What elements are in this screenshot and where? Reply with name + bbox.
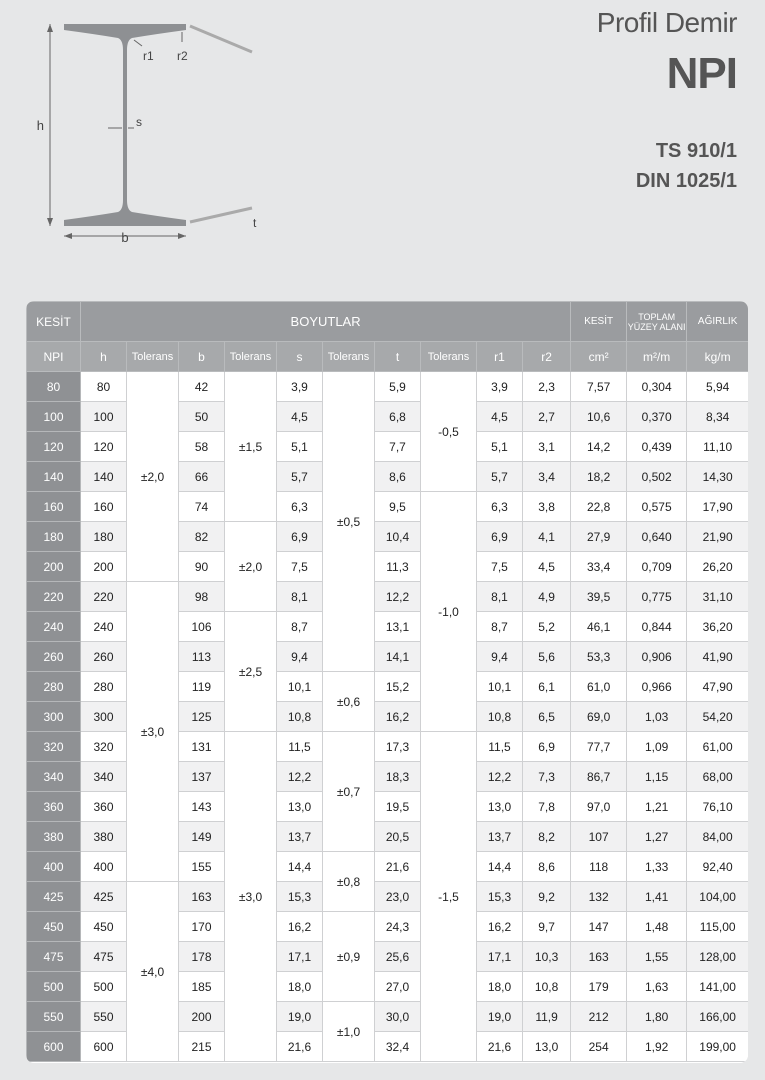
tolerance-s: ±0,6 (323, 672, 375, 732)
profile-name: NPI (666, 49, 737, 98)
cell-r1: 6,9 (477, 522, 523, 552)
cell-kgm: 141,00 (687, 972, 748, 1002)
cell-t: 14,1 (375, 642, 421, 672)
i-beam-shape (64, 24, 186, 226)
cell-m2m: 0,304 (627, 372, 687, 402)
tolerance-b: ±2,0 (225, 522, 277, 612)
cell-cm2: 61,0 (571, 672, 627, 702)
cell-r1: 16,2 (477, 912, 523, 942)
cell-kgm: 166,00 (687, 1002, 748, 1032)
cell-h: 450 (81, 912, 127, 942)
cell-s: 11,5 (277, 732, 323, 762)
tolerance-t: -1,0 (421, 492, 477, 732)
cell-m2m: 0,844 (627, 612, 687, 642)
cell-kesit: 80 (27, 372, 81, 402)
cell-s: 15,3 (277, 882, 323, 912)
cell-m2m: 1,27 (627, 822, 687, 852)
tolerance-s: ±0,5 (323, 372, 375, 672)
cell-b: 215 (179, 1032, 225, 1062)
cell-kgm: 115,00 (687, 912, 748, 942)
cell-cm2: 97,0 (571, 792, 627, 822)
header-s: s (277, 342, 323, 372)
cell-t: 5,9 (375, 372, 421, 402)
cell-kgm: 17,90 (687, 492, 748, 522)
cell-m2m: 1,63 (627, 972, 687, 1002)
cell-b: 185 (179, 972, 225, 1002)
table-row (27, 582, 749, 612)
tolerance-t: -0,5 (421, 372, 477, 492)
cell-r2: 4,5 (523, 552, 571, 582)
cell-s: 13,7 (277, 822, 323, 852)
cell-kgm: 31,10 (687, 582, 748, 612)
cell-t: 20,5 (375, 822, 421, 852)
cell-s: 13,0 (277, 792, 323, 822)
header-tol-t: Tolerans (421, 342, 477, 372)
cell-r1: 8,1 (477, 582, 523, 612)
standard-1: TS 910/1 (655, 140, 737, 162)
cell-h: 100 (81, 402, 127, 432)
header-tol-h: Tolerans (127, 342, 179, 372)
cell-kgm: 41,90 (687, 642, 748, 672)
cell-cm2: 69,0 (571, 702, 627, 732)
cell-t: 24,3 (375, 912, 421, 942)
cell-r2: 6,5 (523, 702, 571, 732)
cell-r2: 9,7 (523, 912, 571, 942)
header-tol-b: Tolerans (225, 342, 277, 372)
cell-s: 17,1 (277, 942, 323, 972)
cell-b: 119 (179, 672, 225, 702)
cell-kesit: 400 (27, 852, 81, 882)
cell-m2m: 0,775 (627, 582, 687, 612)
cell-r2: 4,9 (523, 582, 571, 612)
cell-b: 125 (179, 702, 225, 732)
cell-r1: 6,3 (477, 492, 523, 522)
header-cm2: cm² (571, 342, 627, 372)
cell-r1: 5,7 (477, 462, 523, 492)
tolerance-s: ±0,9 (323, 912, 375, 1002)
cell-kgm: 26,20 (687, 552, 748, 582)
cell-kesit: 450 (27, 912, 81, 942)
cell-kesit: 500 (27, 972, 81, 1002)
cell-t: 11,3 (375, 552, 421, 582)
cell-r1: 7,5 (477, 552, 523, 582)
cell-b: 170 (179, 912, 225, 942)
cell-r2: 2,3 (523, 372, 571, 402)
cell-kesit: 340 (27, 762, 81, 792)
cell-kesit: 550 (27, 1002, 81, 1032)
cell-m2m: 0,502 (627, 462, 687, 492)
cell-cm2: 18,2 (571, 462, 627, 492)
tolerance-s: ±1,0 (323, 1002, 375, 1062)
tolerance-s: ±0,8 (323, 852, 375, 912)
cell-t: 32,4 (375, 1032, 421, 1062)
cell-r1: 21,6 (477, 1032, 523, 1062)
cell-s: 12,2 (277, 762, 323, 792)
cell-h: 400 (81, 852, 127, 882)
cell-s: 21,6 (277, 1032, 323, 1062)
cell-t: 27,0 (375, 972, 421, 1002)
cell-cm2: 107 (571, 822, 627, 852)
header-row-1 (27, 302, 749, 342)
cell-m2m: 0,906 (627, 642, 687, 672)
cell-r1: 13,7 (477, 822, 523, 852)
cell-t: 18,3 (375, 762, 421, 792)
header-b: b (179, 342, 225, 372)
label-r2: r2 (177, 49, 188, 63)
cell-t: 6,8 (375, 402, 421, 432)
cell-t: 7,7 (375, 432, 421, 462)
cell-kesit: 280 (27, 672, 81, 702)
cell-r2: 10,3 (523, 942, 571, 972)
cell-kgm: 84,00 (687, 822, 748, 852)
cell-h: 340 (81, 762, 127, 792)
cell-t: 13,1 (375, 612, 421, 642)
title-block (597, 6, 737, 196)
cell-m2m: 1,03 (627, 702, 687, 732)
cell-b: 90 (179, 552, 225, 582)
table-row (27, 882, 749, 912)
cell-t: 16,2 (375, 702, 421, 732)
cell-cm2: 254 (571, 1032, 627, 1062)
cell-t: 30,0 (375, 1002, 421, 1032)
tolerance-b: ±2,5 (225, 612, 277, 732)
cell-s: 5,1 (277, 432, 323, 462)
cell-kesit: 380 (27, 822, 81, 852)
cell-r1: 11,5 (477, 732, 523, 762)
tolerance-h: ±3,0 (127, 582, 179, 882)
cell-cm2: 179 (571, 972, 627, 1002)
cell-m2m: 0,370 (627, 402, 687, 432)
tolerance-s: ±0,7 (323, 732, 375, 852)
cell-r1: 18,0 (477, 972, 523, 1002)
cell-r2: 13,0 (523, 1032, 571, 1062)
cell-h: 160 (81, 492, 127, 522)
cell-m2m: 1,09 (627, 732, 687, 762)
cell-cm2: 39,5 (571, 582, 627, 612)
cell-h: 180 (81, 522, 127, 552)
cell-t: 17,3 (375, 732, 421, 762)
cell-kesit: 240 (27, 612, 81, 642)
cell-h: 280 (81, 672, 127, 702)
cell-t: 19,5 (375, 792, 421, 822)
cell-kgm: 104,00 (687, 882, 748, 912)
table-row (27, 372, 749, 402)
cell-kesit: 320 (27, 732, 81, 762)
cell-h: 300 (81, 702, 127, 732)
cell-kgm: 36,20 (687, 612, 748, 642)
cell-b: 74 (179, 492, 225, 522)
i-beam-diagram (30, 10, 280, 250)
cell-r1: 19,0 (477, 1002, 523, 1032)
cell-s: 18,0 (277, 972, 323, 1002)
cell-cm2: 53,3 (571, 642, 627, 672)
cell-m2m: 1,80 (627, 1002, 687, 1032)
dimension-table (26, 301, 748, 1062)
cell-cm2: 7,57 (571, 372, 627, 402)
cell-m2m: 0,709 (627, 552, 687, 582)
header-kgm: kg/m (687, 342, 748, 372)
cell-h: 140 (81, 462, 127, 492)
cell-cm2: 77,7 (571, 732, 627, 762)
cell-m2m: 0,439 (627, 432, 687, 462)
cell-h: 380 (81, 822, 127, 852)
label-r1: r1 (143, 49, 154, 63)
cell-b: 131 (179, 732, 225, 762)
header-kesit-2: KESİT (571, 302, 627, 342)
cell-m2m: 0,640 (627, 522, 687, 552)
cell-kgm: 61,00 (687, 732, 748, 762)
cell-cm2: 22,8 (571, 492, 627, 522)
cell-r2: 6,9 (523, 732, 571, 762)
cell-kesit: 200 (27, 552, 81, 582)
cell-m2m: 0,966 (627, 672, 687, 702)
cell-m2m: 0,575 (627, 492, 687, 522)
cell-b: 113 (179, 642, 225, 672)
cell-r2: 11,9 (523, 1002, 571, 1032)
cell-cm2: 212 (571, 1002, 627, 1032)
cell-s: 9,4 (277, 642, 323, 672)
cell-h: 120 (81, 432, 127, 462)
cell-kesit: 140 (27, 462, 81, 492)
cell-b: 178 (179, 942, 225, 972)
cell-b: 155 (179, 852, 225, 882)
profile-table (26, 301, 748, 1063)
header-h: h (81, 342, 127, 372)
cell-r2: 5,2 (523, 612, 571, 642)
cell-kgm: 47,90 (687, 672, 748, 702)
cell-b: 98 (179, 582, 225, 612)
cell-r2: 5,6 (523, 642, 571, 672)
cell-m2m: 1,15 (627, 762, 687, 792)
cell-cm2: 163 (571, 942, 627, 972)
cell-t: 10,4 (375, 522, 421, 552)
tolerance-b: ±1,5 (225, 372, 277, 522)
cell-s: 10,8 (277, 702, 323, 732)
cell-b: 200 (179, 1002, 225, 1032)
cell-t: 15,2 (375, 672, 421, 702)
cell-kesit: 120 (27, 432, 81, 462)
cell-r1: 13,0 (477, 792, 523, 822)
cell-b: 42 (179, 372, 225, 402)
cell-s: 19,0 (277, 1002, 323, 1032)
cell-cm2: 46,1 (571, 612, 627, 642)
header-r2: r2 (523, 342, 571, 372)
cell-h: 475 (81, 942, 127, 972)
cell-r2: 7,3 (523, 762, 571, 792)
cell-s: 6,3 (277, 492, 323, 522)
cell-r1: 3,9 (477, 372, 523, 402)
cell-r1: 10,8 (477, 702, 523, 732)
cell-kgm: 5,94 (687, 372, 748, 402)
cell-m2m: 1,48 (627, 912, 687, 942)
cell-r2: 3,8 (523, 492, 571, 522)
cell-kgm: 11,10 (687, 432, 748, 462)
cell-r1: 10,1 (477, 672, 523, 702)
cell-t: 21,6 (375, 852, 421, 882)
cell-t: 23,0 (375, 882, 421, 912)
header-t: t (375, 342, 421, 372)
cell-h: 360 (81, 792, 127, 822)
cell-cm2: 132 (571, 882, 627, 912)
cell-kgm: 21,90 (687, 522, 748, 552)
tolerance-t: -1,5 (421, 732, 477, 1062)
header-kesit: KESİT (27, 302, 81, 342)
cell-r1: 15,3 (477, 882, 523, 912)
cell-m2m: 1,21 (627, 792, 687, 822)
cell-kesit: 600 (27, 1032, 81, 1062)
cell-kesit: 160 (27, 492, 81, 522)
cell-r2: 9,2 (523, 882, 571, 912)
cell-t: 25,6 (375, 942, 421, 972)
label-s: s (136, 115, 142, 129)
cell-kesit: 180 (27, 522, 81, 552)
cell-kgm: 128,00 (687, 942, 748, 972)
cell-s: 14,4 (277, 852, 323, 882)
cell-r1: 17,1 (477, 942, 523, 972)
cell-kesit: 220 (27, 582, 81, 612)
header-row-2 (27, 342, 749, 372)
cell-s: 5,7 (277, 462, 323, 492)
cell-s: 10,1 (277, 672, 323, 702)
tolerance-h: ±4,0 (127, 882, 179, 1062)
cell-r2: 3,4 (523, 462, 571, 492)
cell-b: 58 (179, 432, 225, 462)
cell-kesit: 360 (27, 792, 81, 822)
cell-b: 149 (179, 822, 225, 852)
cell-s: 3,9 (277, 372, 323, 402)
header-boyutlar: BOYUTLAR (81, 302, 571, 342)
cell-s: 8,1 (277, 582, 323, 612)
cell-h: 80 (81, 372, 127, 402)
cell-r1: 4,5 (477, 402, 523, 432)
cell-kesit: 475 (27, 942, 81, 972)
header-tol-s: Tolerans (323, 342, 375, 372)
cell-r1: 9,4 (477, 642, 523, 672)
cell-kgm: 54,20 (687, 702, 748, 732)
cell-r2: 3,1 (523, 432, 571, 462)
cell-cm2: 27,9 (571, 522, 627, 552)
cell-r2: 4,1 (523, 522, 571, 552)
cell-s: 16,2 (277, 912, 323, 942)
cell-h: 220 (81, 582, 127, 612)
label-t: t (253, 216, 257, 230)
cell-cm2: 118 (571, 852, 627, 882)
cell-r1: 12,2 (477, 762, 523, 792)
cell-h: 240 (81, 612, 127, 642)
cell-h: 425 (81, 882, 127, 912)
cell-r1: 14,4 (477, 852, 523, 882)
cell-m2m: 1,92 (627, 1032, 687, 1062)
standard-2: DIN 1025/1 (635, 170, 737, 192)
cell-s: 8,7 (277, 612, 323, 642)
cell-t: 8,6 (375, 462, 421, 492)
cell-r2: 2,7 (523, 402, 571, 432)
cell-s: 6,9 (277, 522, 323, 552)
cell-kesit: 300 (27, 702, 81, 732)
cell-m2m: 1,41 (627, 882, 687, 912)
header-npi: NPI (27, 342, 81, 372)
cell-r1: 5,1 (477, 432, 523, 462)
header-r1: r1 (477, 342, 523, 372)
cell-b: 50 (179, 402, 225, 432)
cell-s: 4,5 (277, 402, 323, 432)
cell-b: 143 (179, 792, 225, 822)
label-h: h (36, 118, 44, 133)
header-m2m: m²/m (627, 342, 687, 372)
tolerance-h: ±2,0 (127, 372, 179, 582)
cell-cm2: 14,2 (571, 432, 627, 462)
cell-cm2: 147 (571, 912, 627, 942)
tolerance-b: ±3,0 (225, 732, 277, 1062)
cell-kesit: 425 (27, 882, 81, 912)
label-b: b (121, 230, 129, 245)
cell-kgm: 92,40 (687, 852, 748, 882)
cell-t: 12,2 (375, 582, 421, 612)
cell-b: 106 (179, 612, 225, 642)
cell-b: 163 (179, 882, 225, 912)
cell-h: 550 (81, 1002, 127, 1032)
cell-b: 137 (179, 762, 225, 792)
cell-r1: 8,7 (477, 612, 523, 642)
cell-kgm: 8,34 (687, 402, 748, 432)
page-title: Profil Demir (596, 7, 737, 38)
cell-t: 9,5 (375, 492, 421, 522)
cell-kgm: 14,30 (687, 462, 748, 492)
cell-kesit: 260 (27, 642, 81, 672)
header-toplam: TOPLAM YÜZEY ALANI (627, 302, 687, 342)
cell-m2m: 1,33 (627, 852, 687, 882)
cell-m2m: 1,55 (627, 942, 687, 972)
header-agirlik: AĞIRLIK (687, 302, 748, 342)
cell-b: 82 (179, 522, 225, 552)
cell-h: 200 (81, 552, 127, 582)
cell-r2: 10,8 (523, 972, 571, 1002)
cell-r2: 6,1 (523, 672, 571, 702)
table-body (27, 372, 749, 1062)
cell-s: 7,5 (277, 552, 323, 582)
cell-cm2: 33,4 (571, 552, 627, 582)
cell-kgm: 76,10 (687, 792, 748, 822)
cell-cm2: 10,6 (571, 402, 627, 432)
cell-r2: 8,6 (523, 852, 571, 882)
cell-b: 66 (179, 462, 225, 492)
cell-h: 600 (81, 1032, 127, 1062)
cell-h: 260 (81, 642, 127, 672)
cell-h: 320 (81, 732, 127, 762)
cell-h: 500 (81, 972, 127, 1002)
cell-kgm: 68,00 (687, 762, 748, 792)
cell-cm2: 86,7 (571, 762, 627, 792)
cell-r2: 7,8 (523, 792, 571, 822)
cell-r2: 8,2 (523, 822, 571, 852)
cell-kgm: 199,00 (687, 1032, 748, 1062)
cell-kesit: 100 (27, 402, 81, 432)
